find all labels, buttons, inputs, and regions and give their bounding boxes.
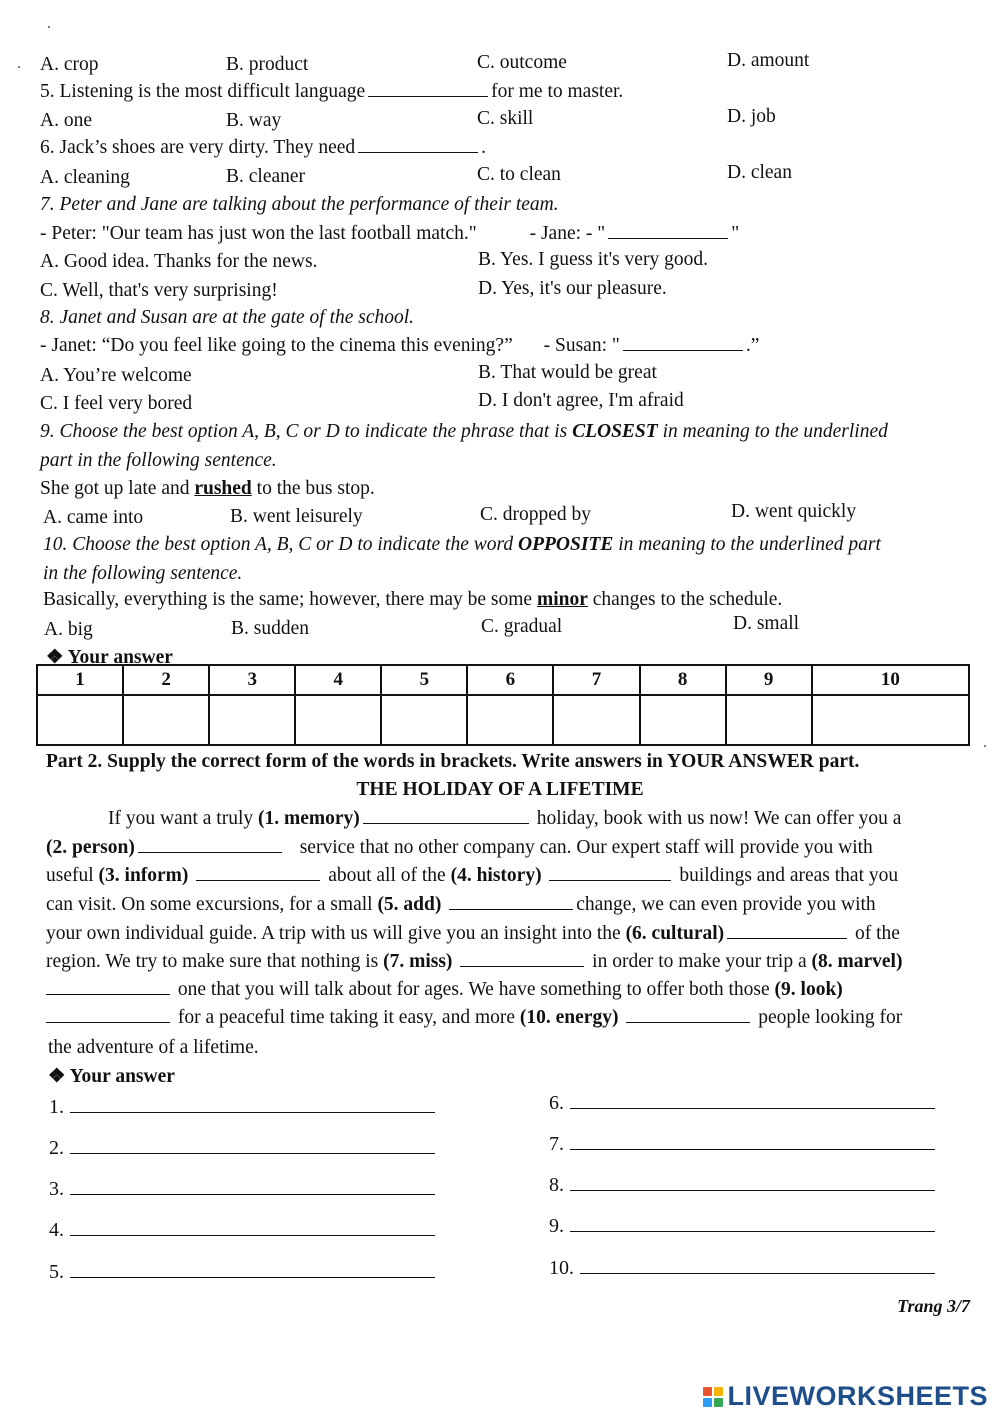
gap-10[interactable] xyxy=(626,1006,750,1023)
answer-cell[interactable] xyxy=(812,695,969,745)
option-c: C. outcome xyxy=(477,52,567,73)
cue-word: (9. look) xyxy=(774,979,843,1000)
passage-title: THE HOLIDAY OF A LIFETIME xyxy=(356,779,644,800)
answer-number: 5. xyxy=(49,1261,64,1283)
option-b: B. That would be great xyxy=(478,362,657,383)
option-c: C. skill xyxy=(477,108,534,129)
passage-text: of the xyxy=(855,923,900,944)
q6-blank[interactable] xyxy=(358,136,478,153)
q8-context: 8. Janet and Susan are at the gate of the school. xyxy=(40,307,415,328)
passage-text: can visit. On some excursions, for a small xyxy=(46,894,373,915)
gap-9[interactable] xyxy=(46,1006,170,1023)
q8-dialogue-end: .” xyxy=(745,335,760,356)
cue-word: (1. memory) xyxy=(258,808,360,829)
q5-text: 5. Listening is the most difficult language xyxy=(40,81,366,102)
q10-sentence-text-end: changes to the schedule. xyxy=(587,589,783,610)
scan-speck xyxy=(48,26,50,28)
option-c: C. gradual xyxy=(481,616,563,637)
gap-8[interactable] xyxy=(46,978,170,995)
answer-col-header: 8 xyxy=(640,665,726,695)
q10-underlined-word: minor xyxy=(536,589,588,610)
option-b: B. went leisurely xyxy=(230,506,363,527)
gap-3[interactable] xyxy=(196,864,320,881)
answer-line-7[interactable] xyxy=(549,1131,935,1157)
your-answer-heading: ❖ Your answer xyxy=(46,647,173,668)
q5-text-end: for me to master. xyxy=(491,81,624,102)
q10-instruction xyxy=(43,532,970,558)
answer-line-6[interactable] xyxy=(549,1090,935,1116)
q10-sentence-text: Basically, everything is the same; however, there may be some xyxy=(43,589,537,610)
answer-col-header: 2 xyxy=(123,665,209,695)
passage-text: region. We try to make sure that nothing is xyxy=(46,951,379,972)
answer-cell[interactable] xyxy=(726,695,812,745)
option-d: D. job xyxy=(727,106,776,127)
option-b: B. cleaner xyxy=(226,166,306,187)
passage-line-9: the adventure of a lifetime. xyxy=(48,1037,259,1058)
gap-7[interactable] xyxy=(460,950,584,967)
answer-rule[interactable] xyxy=(570,1090,935,1109)
option-c: C. to clean xyxy=(477,164,561,185)
passage-line-3 xyxy=(46,863,966,889)
option-c: C. Well, that's very surprising! xyxy=(40,280,278,301)
passage-line-7 xyxy=(46,977,966,1003)
answer-col-header: 6 xyxy=(467,665,553,695)
passage-text: useful xyxy=(46,865,94,886)
answer-rule[interactable] xyxy=(570,1131,935,1150)
q6-text-end: . xyxy=(481,137,487,158)
option-a: A. big xyxy=(44,619,93,640)
q10-instruction-text: 10. Choose the best option A, B, C or D to indicate the word xyxy=(43,534,519,555)
answer-rule[interactable] xyxy=(70,1094,435,1113)
answer-col-header: 7 xyxy=(553,665,639,695)
option-a: A. Good idea. Thanks for the news. xyxy=(40,251,318,272)
q8-blank[interactable] xyxy=(623,334,743,351)
answer-number: 3. xyxy=(49,1178,64,1200)
gap-2[interactable] xyxy=(138,836,282,853)
cue-word: (7. miss) xyxy=(383,951,453,972)
cue-word: (2. person) xyxy=(46,837,135,858)
cue-word: (4. history) xyxy=(450,865,542,886)
q7-jane: - Jane: - " xyxy=(529,223,606,244)
q7-context: 7. Peter and Jane are talking about the performance of their team. xyxy=(40,194,559,215)
answer-col-header: 4 xyxy=(295,665,381,695)
answer-rule[interactable] xyxy=(70,1217,435,1236)
option-d: D. small xyxy=(733,613,800,634)
q10-instruction-text-2: in meaning to the underlined part xyxy=(613,534,881,555)
cue-word: (10. energy) xyxy=(519,1007,619,1028)
q9-instruction xyxy=(40,419,970,445)
answer-number: 2. xyxy=(49,1137,64,1159)
answer-cell[interactable] xyxy=(37,695,123,745)
option-b: B. sudden xyxy=(231,618,309,639)
option-c: C. I feel very bored xyxy=(40,393,193,414)
option-d: D. Yes, it's our pleasure. xyxy=(478,278,667,299)
answer-cell[interactable] xyxy=(381,695,467,745)
answer-col-header: 3 xyxy=(209,665,295,695)
page-number: Trang 3/7 xyxy=(897,1296,970,1316)
answer-rule[interactable] xyxy=(580,1255,935,1274)
gap-5[interactable] xyxy=(449,893,573,910)
passage-text: buildings and areas that you xyxy=(679,865,899,886)
option-b: B. way xyxy=(226,110,282,131)
passage-line-8 xyxy=(46,1005,966,1031)
answer-col-header: 9 xyxy=(726,665,812,695)
cue-word: (3. inform) xyxy=(98,865,189,886)
gap-1[interactable] xyxy=(363,807,529,824)
cue-word: (8. marvel) xyxy=(811,951,903,972)
passage-line-4 xyxy=(46,892,966,918)
passage-line-6 xyxy=(46,949,966,975)
answer-cell[interactable] xyxy=(295,695,381,745)
scan-speck xyxy=(18,66,20,68)
option-b: B. product xyxy=(226,54,309,75)
question-5 xyxy=(40,79,970,105)
option-d: D. went quickly xyxy=(731,501,857,522)
q7-peter: - Peter: "Our team has just won the last football match." xyxy=(40,223,477,244)
answer-rule[interactable] xyxy=(570,1213,935,1232)
option-b: B. Yes. I guess it's very good. xyxy=(478,249,708,270)
answer-line-2[interactable] xyxy=(49,1135,435,1161)
passage-text: your own individual guide. A trip with us will give you an insight into the xyxy=(46,923,621,944)
answer-rule[interactable] xyxy=(70,1176,435,1195)
q9-underlined-word: rushed xyxy=(194,478,252,499)
answer-number: 8. xyxy=(549,1174,564,1196)
passage-text: one that you will talk about for ages. We have something to offer both those xyxy=(177,979,770,1000)
answer-col-header: 5 xyxy=(381,665,467,695)
answer-table xyxy=(36,664,970,746)
answer-col-header: 1 xyxy=(37,665,123,695)
part2-heading: Part 2. Supply the correct form of the words in brackets. Write answers in YOUR ANSWER part. xyxy=(46,751,860,772)
answer-rule[interactable] xyxy=(70,1259,435,1278)
q8-susan: - Susan: " xyxy=(543,335,620,356)
passage-text: If you want a truly xyxy=(108,808,254,829)
scan-speck xyxy=(984,745,986,747)
passage-text: in order to make your trip a xyxy=(592,951,807,972)
liveworksheets-logo-icon xyxy=(703,1387,723,1407)
answer-table-header-row xyxy=(37,665,969,695)
passage-text: change, we can even provide you with xyxy=(576,894,876,915)
answer-cell[interactable] xyxy=(123,695,209,745)
answer-number: 7. xyxy=(549,1133,564,1155)
passage-text: about all of the xyxy=(328,865,446,886)
answer-line-4[interactable] xyxy=(49,1217,435,1243)
answer-rule[interactable] xyxy=(70,1135,435,1154)
q9-sentence-text: She got up late and xyxy=(40,478,195,499)
liveworksheets-logo[interactable] xyxy=(703,1381,988,1412)
answer-number: 1. xyxy=(49,1096,64,1118)
answer-line-1[interactable] xyxy=(49,1094,435,1120)
q7-dialogue-end: " xyxy=(731,223,740,244)
passage-text: people looking for xyxy=(758,1007,903,1028)
your-answer-heading-2: ❖ Your answer xyxy=(48,1066,175,1087)
answer-rule[interactable] xyxy=(570,1172,935,1191)
answer-cell[interactable] xyxy=(640,695,726,745)
answer-table-input-row xyxy=(37,695,969,745)
option-a: A. one xyxy=(40,110,92,131)
q7-dialogue xyxy=(40,221,970,247)
q10-sentence xyxy=(43,587,970,613)
option-d: D. I don't agree, I'm afraid xyxy=(478,390,684,411)
passage-text: service that no other company can. Our expert staff will provide you with xyxy=(299,837,873,858)
answer-line-10[interactable] xyxy=(549,1255,935,1281)
option-d: D. clean xyxy=(727,162,792,183)
cue-word: (5. add) xyxy=(377,894,442,915)
q8-janet: - Janet: “Do you feel like going to the cinema this evening?” xyxy=(40,335,513,356)
liveworksheets-logo-text: LIVEWORKSHEETS xyxy=(727,1381,988,1411)
question-6 xyxy=(40,135,970,161)
passage-line-1 xyxy=(108,806,966,832)
q9-sentence-text-end: to the bus stop. xyxy=(251,478,375,499)
answer-col-header: 10 xyxy=(812,665,969,695)
q10-instruction-cont: in the following sentence. xyxy=(43,563,243,584)
answer-number: 9. xyxy=(549,1215,564,1237)
passage-line-2 xyxy=(46,835,966,861)
gap-4[interactable] xyxy=(549,864,671,881)
option-a: A. crop xyxy=(40,54,99,75)
q7-blank[interactable] xyxy=(608,222,728,239)
answer-line-8[interactable] xyxy=(549,1172,935,1198)
passage-text: for a peaceful time taking it easy, and more xyxy=(177,1007,516,1028)
answer-cell[interactable] xyxy=(467,695,553,745)
answer-number: 4. xyxy=(49,1219,64,1241)
q6-text: 6. Jack’s shoes are very dirty. They need xyxy=(40,137,356,158)
cue-word: (6. cultural) xyxy=(625,923,725,944)
answer-line-5[interactable] xyxy=(49,1259,435,1285)
answer-line-3[interactable] xyxy=(49,1176,435,1202)
option-a: A. cleaning xyxy=(40,167,130,188)
passage-line-5 xyxy=(46,921,966,947)
option-a: A. You’re welcome xyxy=(40,365,192,386)
q5-blank[interactable] xyxy=(368,80,488,97)
answer-number: 10. xyxy=(549,1257,574,1279)
q9-keyword: CLOSEST xyxy=(572,421,658,442)
q9-instruction-text-2: in meaning to the underlined xyxy=(657,421,888,442)
option-c: C. dropped by xyxy=(480,504,592,525)
q10-keyword: OPPOSITE xyxy=(518,534,614,555)
option-a: A. came into xyxy=(43,507,144,528)
passage-text: holiday, book with us now! We can offer you a xyxy=(536,808,902,829)
answer-line-9[interactable] xyxy=(549,1213,935,1239)
answer-cell[interactable] xyxy=(209,695,295,745)
q9-instruction-cont: part in the following sentence. xyxy=(40,450,277,471)
q8-dialogue xyxy=(40,333,970,359)
answer-number: 6. xyxy=(549,1092,564,1114)
answer-cell[interactable] xyxy=(553,695,639,745)
option-d: D. amount xyxy=(727,50,810,71)
gap-6[interactable] xyxy=(727,922,847,939)
q9-instruction-text: 9. Choose the best option A, B, C or D to indicate the phrase that is xyxy=(40,421,573,442)
